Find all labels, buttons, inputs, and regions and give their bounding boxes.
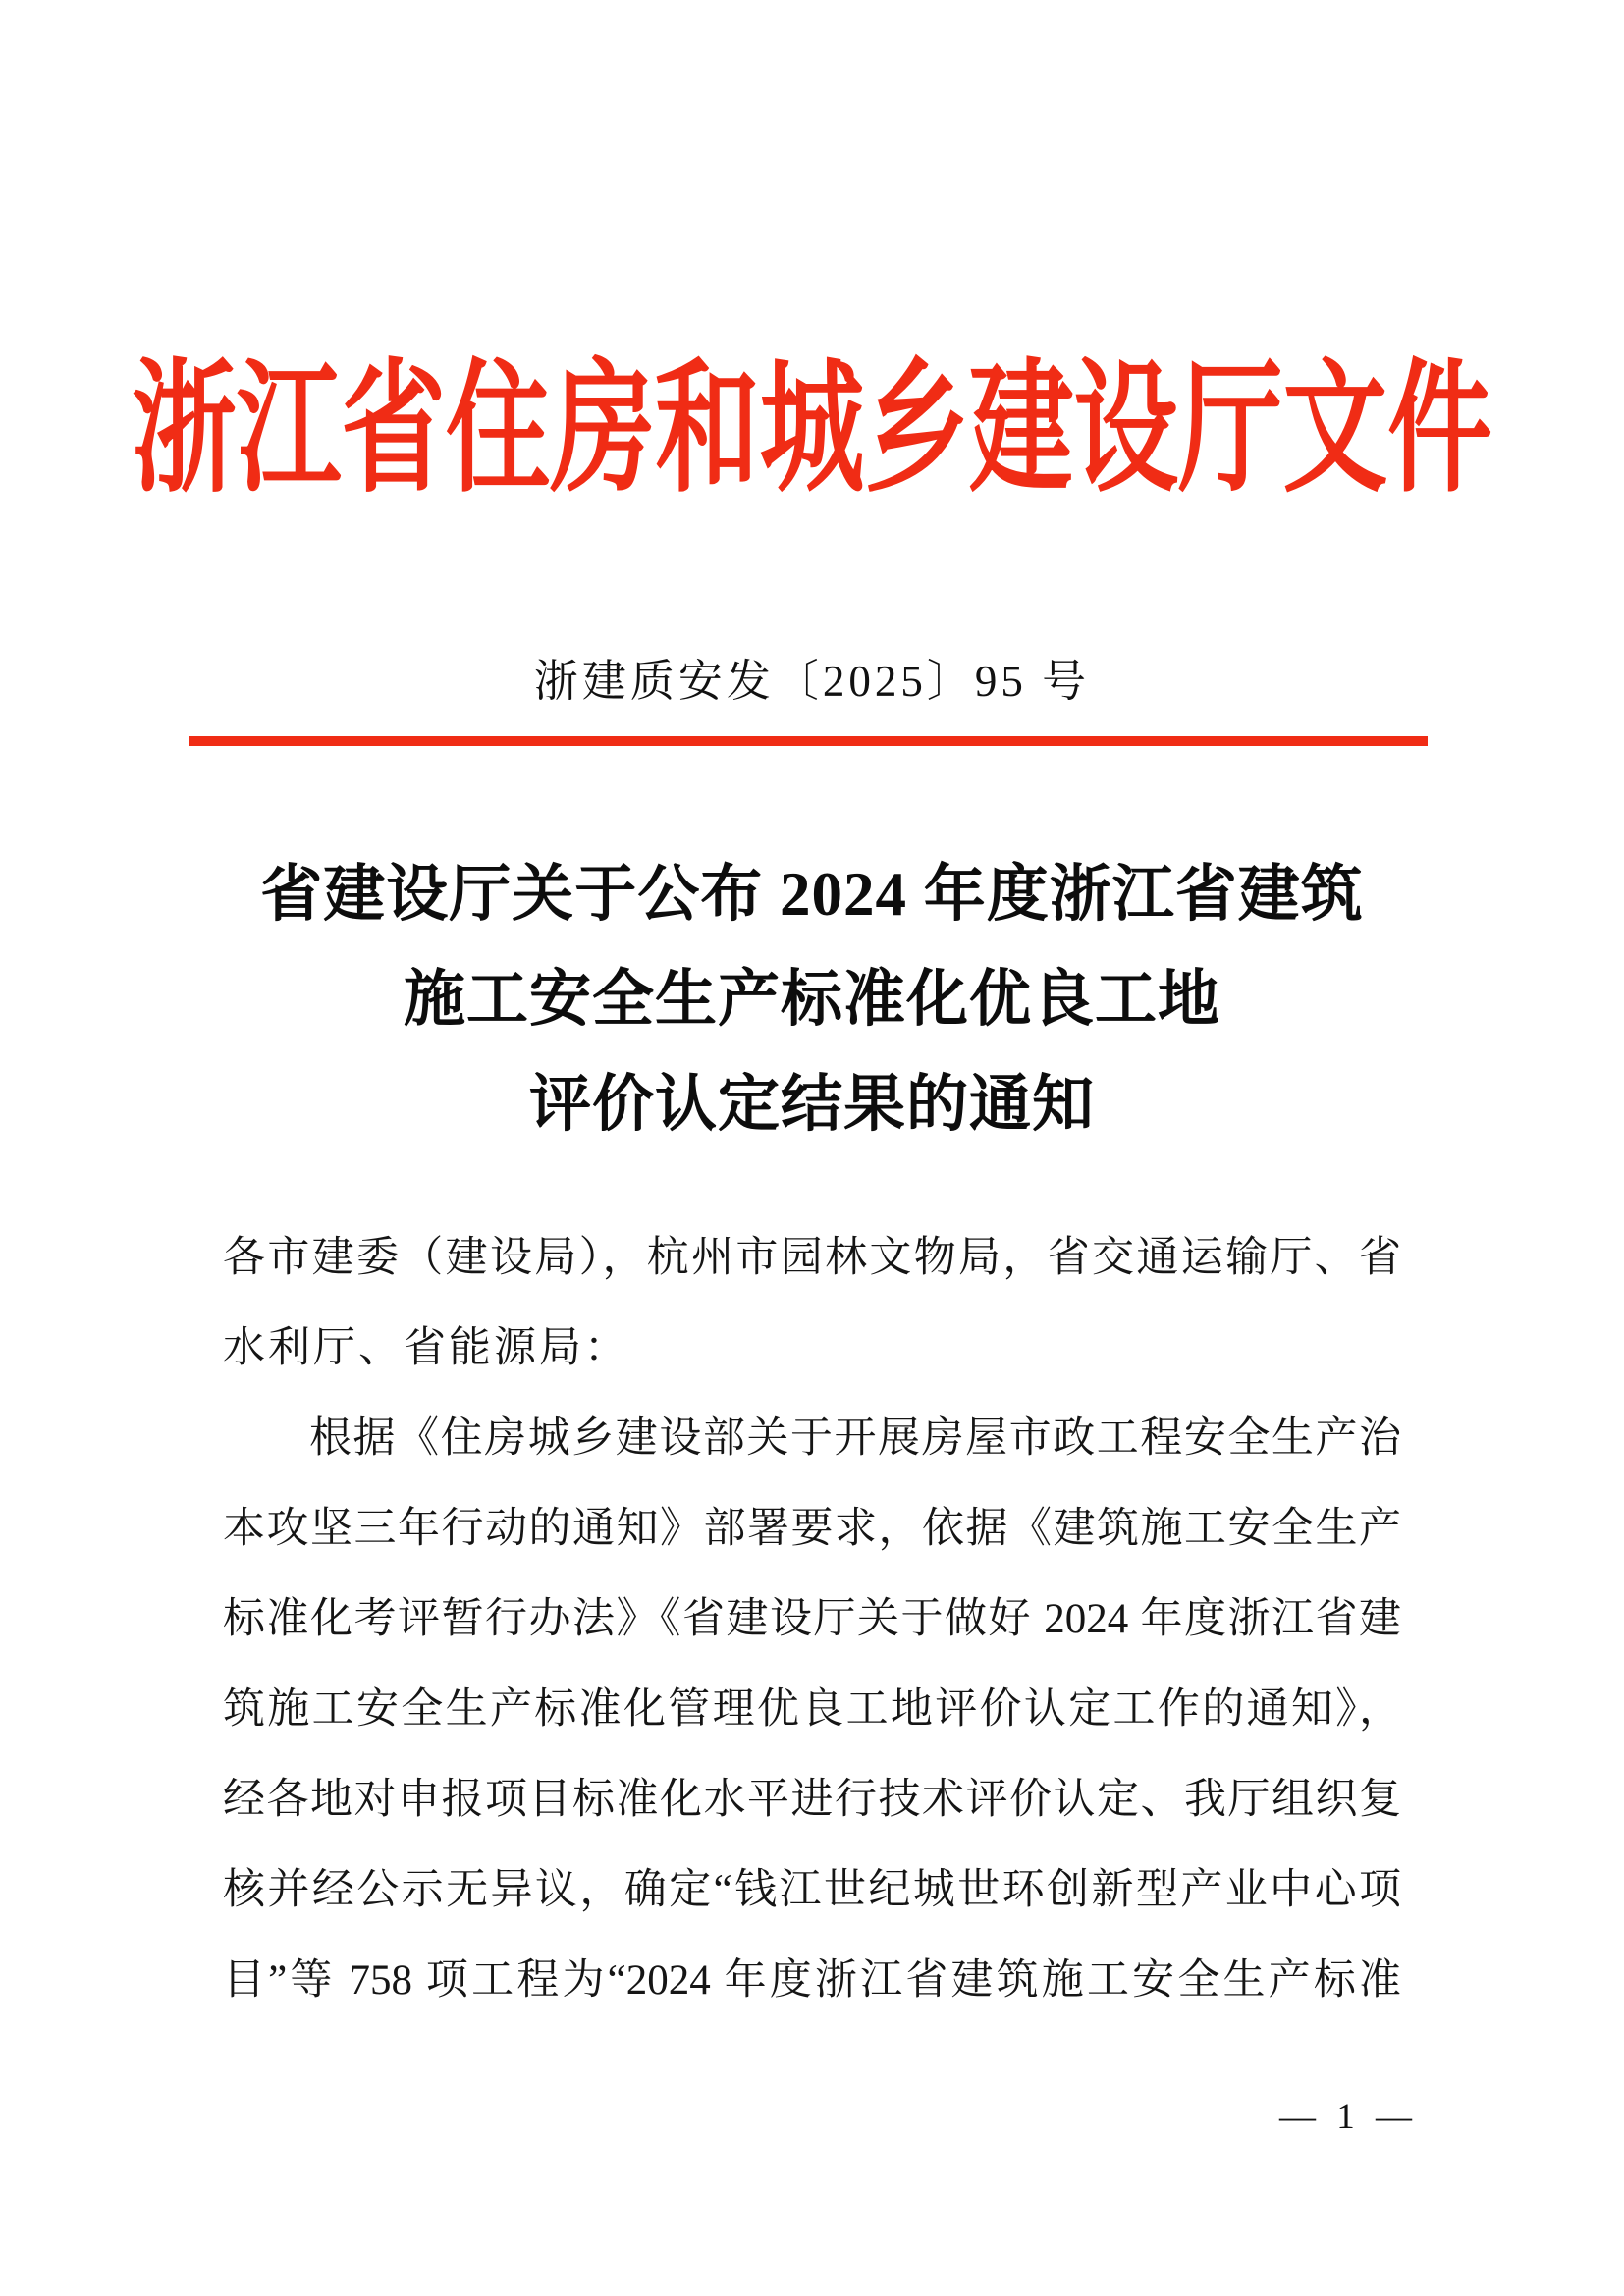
body-line: 水利厅、省能源局：: [223, 1325, 629, 1371]
body-line: 标准化考评暂行办法》《省建设厅关于做好 2024 年度浙江省建: [223, 1596, 1401, 1642]
body-line: 目”等 758 项工程为“2024 年度浙江省建筑施工安全生产标准: [223, 1957, 1401, 2003]
red-divider-rule: [189, 736, 1428, 746]
page-number: — 1 —: [1279, 2097, 1418, 2137]
document-title: [0, 842, 1624, 1157]
agency-masthead-text: 浙江省住房和城乡建设厅文件: [132, 350, 1492, 509]
title-line-1: 省建设厅关于公布 2024 年度浙江省建筑: [260, 860, 1364, 929]
body-line: 筑施工安全生产标准化管理优良工地评价认定工作的通知》，: [223, 1686, 1401, 1733]
body-line: 根据《住房城乡建设部关于开展房屋市政工程安全生产治: [309, 1415, 1401, 1462]
body-line: 经各地对申报项目标准化水平进行技术评价认定、我厅组织复: [223, 1777, 1401, 1823]
body-line: 核并经公示无异议，确定“钱江世纪城世环创新型产业中心项: [223, 1867, 1401, 1913]
body-line: 各市建委（建设局），杭州市园林文物局，省交通运输厅、省: [223, 1235, 1401, 1281]
body-line: 本攻坚三年行动的通知》部署要求，依据《建筑施工安全生产: [223, 1506, 1401, 1552]
document-reference-number: 浙建质安发〔2025〕95 号: [533, 657, 1091, 706]
title-line-3: 评价认定结果的通知: [529, 1070, 1095, 1139]
title-line-2: 施工安全生产标准化优良工地: [404, 965, 1220, 1034]
agency-masthead: [0, 350, 1624, 509]
document-body: [223, 1213, 1401, 2026]
